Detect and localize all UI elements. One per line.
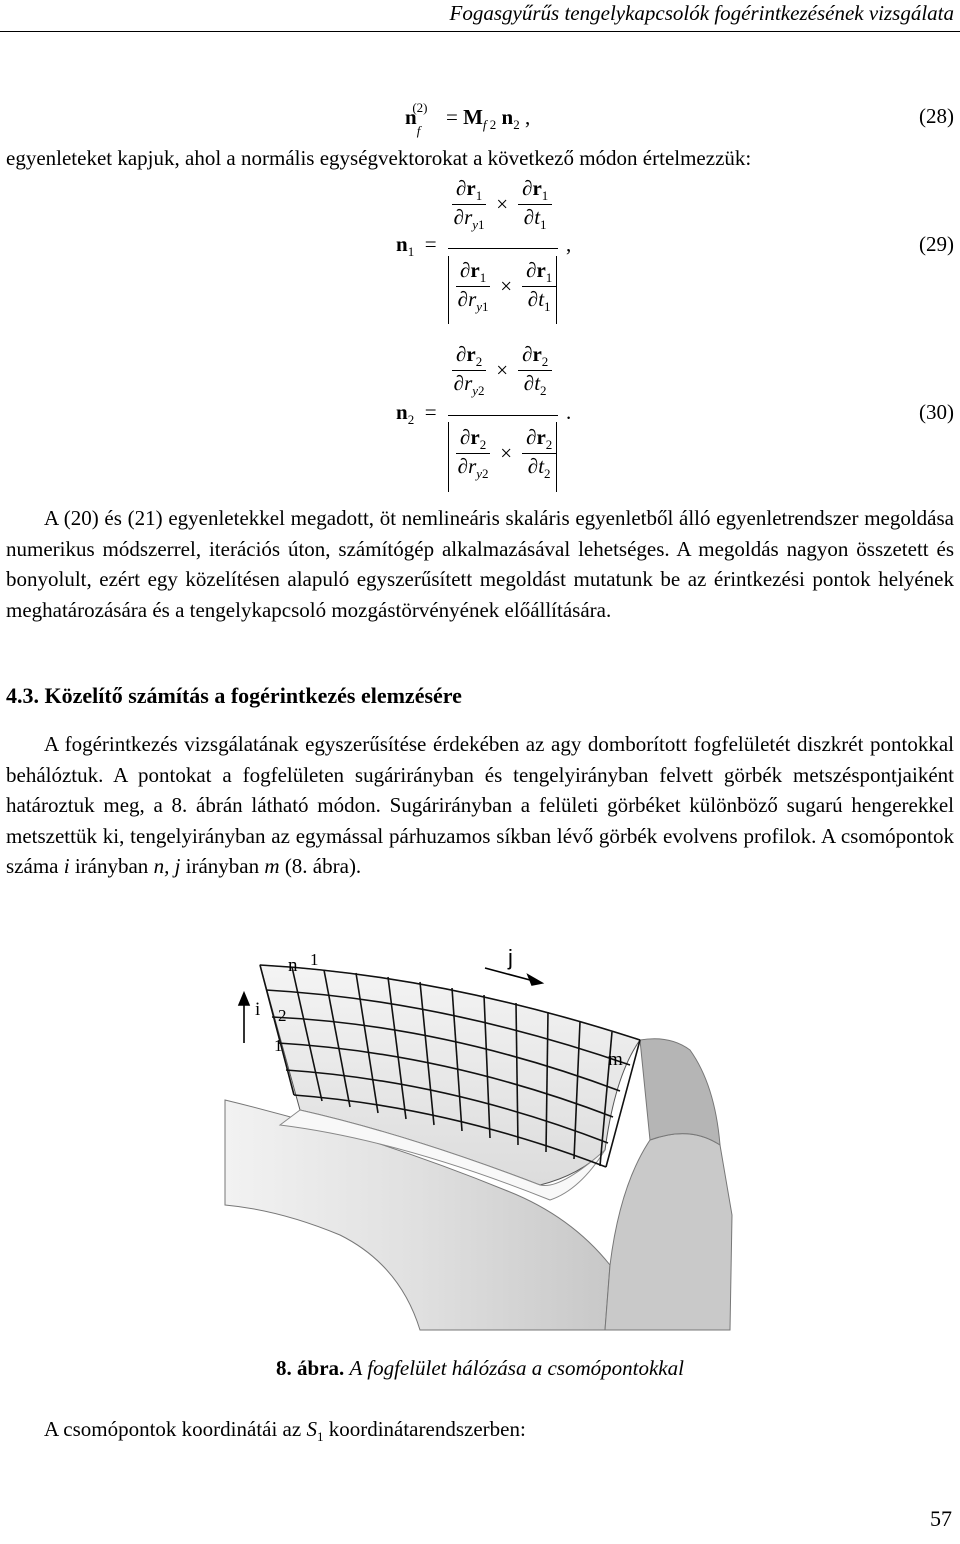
paragraph-2-text-b: irányban — [69, 854, 154, 878]
figure-label-m: m — [608, 1049, 623, 1070]
caption-text: A fogfelület hálózása a csomópontokkal — [349, 1356, 684, 1380]
last-line-sub: 1 — [316, 1429, 324, 1445]
last-line — [6, 1414, 954, 1453]
paragraph-2-text-d: (8. ábra). — [279, 854, 362, 878]
last-line-text-a: A csomópontok koordinátái az — [44, 1417, 307, 1441]
equation-30: $n_2$ = $\frac{\partial r_2}{\partial r_{y2}}$ × $\frac{\partial r_2}{\partial t_2}$ $\frac{\partial r_2}{\partial r_{y2}}$ × $\frac{\partial r_2}{\partial t_2}$ . (30) — [0, 338, 960, 498]
page-number: 57 — [930, 1506, 952, 1531]
paragraph-2 — [6, 729, 954, 882]
figure-label-1-top: 1 — [310, 950, 319, 969]
figure-label-2: 2 — [278, 1006, 287, 1025]
equation-number-29: (29) — [919, 232, 954, 256]
figure-label-i: i — [255, 999, 261, 1020]
figure-caption — [0, 1356, 960, 1381]
figure-label-j: j — [508, 945, 513, 970]
running-title: Fogasgyűrűs tengelykapcsolók fogérintkezésének vizsgálata — [449, 1, 954, 25]
equation-29: $n_1$ = $\frac{\partial r_1}{\partial r_{y1}}$ × $\frac{\partial r_1}{\partial t_1}$ $\frac{\partial r_1}{\partial r_{y1}}$ × $\frac{\partial r_1}{\partial t_1}$ , (29) — [0, 172, 960, 332]
equation-number-28: (28) — [919, 104, 954, 128]
paragraph-2-text-c: irányban — [180, 854, 265, 878]
intro-line: egyenleteket kapjuk, ahol a normális egységvektorokat a következő módon értelmezzük: — [6, 146, 752, 170]
running-header — [0, 0, 960, 32]
paragraph-2-m: m — [264, 854, 280, 878]
caption-number: 8. ábra. — [276, 1356, 345, 1380]
figure-8-tooth-mesh — [220, 935, 740, 1345]
equation-number-30: (30) — [919, 400, 954, 424]
last-line-S: S — [306, 1417, 317, 1441]
paragraph-2-nj: n, j — [153, 854, 181, 878]
paragraph-2-i: i — [63, 854, 70, 878]
section-heading: 4.3. Közelítő számítás a fogérintkezés elemzésére — [6, 683, 462, 708]
figure-label-1-left: 1 — [274, 1036, 283, 1055]
paragraph-2-text-a: A fogérintkezés vizsgálatának egyszerűsítése érdekében az agy domborított fogfelületét diszkrét pontokkal behálóztuk. A pontokat a fogfelületen sugárirányban és tengelyirányban felvett görbék metszéspontjaiként határoztuk meg, a 8. ábrán látható módon. Sugárirányban a felületi görbéket különböző sugarú hengerekkel metszettük ki, tengelyirányban az egymással párhuzamos síkban lévő görbék evolvens profilok. A csomópontok száma — [6, 732, 954, 878]
figure-label-n: n — [288, 955, 298, 976]
paragraph-1: A (20) és (21) egyenletekkel megadott, öt nemlineáris skaláris egyenletből álló egyenletrendszer megoldása numerikus módszerrel, iterációs úton, számítógép alkalmazásával lehetséges. A megoldás nagyon összetett és bonyolult, ezért egy közelítésen alapuló egyszerűsített megoldást mutatunk be az érintkezési pontok helyének meghatározására és a tengelykapcsoló mozgástörvényének előállítására. — [6, 506, 954, 622]
last-line-text-b: koordinátarendszerben: — [323, 1417, 526, 1441]
